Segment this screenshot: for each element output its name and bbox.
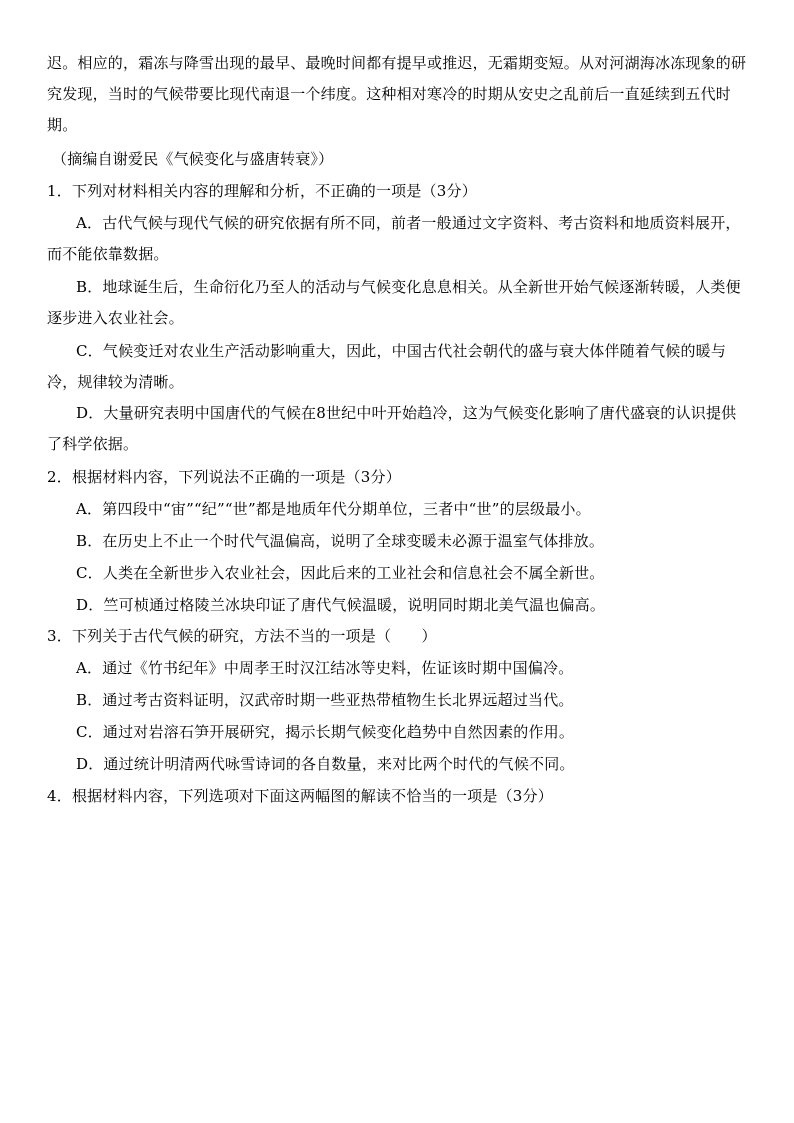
question-3-stem: 3．下列关于古代气候的研究，方法不当的一项是（ ） [47,627,437,645]
question-2-option-b: B．在历史上不止一个时代气温偏高，说明了全球变暖未必源于温室气体排放。 [76,532,605,550]
question-2-option-a: A．第四段中“宙”“纪”“世”都是地质年代分期单位，三者中“世”的层级最小。 [76,500,591,518]
question-1-stem: 1．下列对材料相关内容的理解和分析，不正确的一项是（3分） [47,182,477,200]
question-3-option-c: C．通过对岩溶石笋开展研究，揭示长期气候变化趋势中自然因素的作用。 [76,723,575,741]
question-3-option-b: B．通过考古资料证明，汉武帝时期一些亚热带植物生长北界远超过当代。 [76,691,574,709]
question-1-option-c: C．气候变迁对农业生产活动影响重大，因此，中国古代社会朝代的盛与衰大体伴随着气候的暖与冷，规律较为清晰。 [47,342,727,391]
question-1-option-b: B．地球诞生后，生命衍化乃至人的活动与气候变化息息相关。从全新世开始气候逐渐转暖，人类便逐步进入农业社会。 [47,278,741,327]
question-2-stem: 2．根据材料内容，下列说法不正确的一项是（3分） [47,468,401,486]
question-2-option-d: D．竺可桢通过格陵兰冰块印证了唐代气候温暖，说明同时期北美气温也偏高。 [76,596,606,614]
question-2-option-c: C．人类在全新世步入农业社会，因此后来的工业社会和信息社会不属全新世。 [76,564,605,582]
question-3-option-d: D．通过统计明清两代咏雪诗词的各自数量，来对比两个时代的气候不同。 [76,755,575,773]
source-note: （摘编自谢爱民《气候变化与盛唐转衰》） [52,150,334,168]
question-1-option-d: D．大量研究表明中国唐代的气候在8世纪中叶开始趋冷，这为气候变化影响了唐代盛衰的认识提供了科学依据。 [47,404,737,453]
question-1-option-a: A．古代气候与现代气候的研究依据有所不同，前者一般通过文字资料、考古资料和地质资料展开，而不能依靠数据。 [47,214,741,263]
question-4-stem: 4．根据材料内容，下列选项对下面这两幅图的解读不恰当的一项是（3分） [47,787,553,805]
question-3-option-a: A．通过《竹书纪年》中周孝王时汉江结冰等史料，佐证该时期中国偏冷。 [76,659,574,677]
material-paragraph: 迟。相应的，霜冻与降雪出现的最早、最晚时间都有提早或推迟，无霜期变短。从对河湖海冰冻现象的研究发现，当时的气候带要比现代南退一个纬度。这种相对寒冷的时期从安史之乱前后一直延续到五代时期。 [47,54,747,134]
